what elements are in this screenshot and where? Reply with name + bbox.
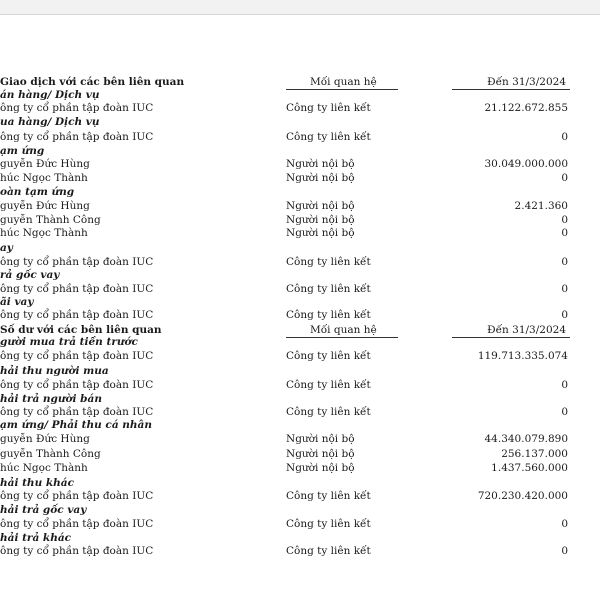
table-row — [0, 226, 600, 240]
party-name: ay — [0, 242, 13, 254]
relation-cell: Công ty liên kết — [286, 545, 371, 557]
party-name: ông ty cổ phần tập đoàn IUC — [0, 518, 154, 530]
category-row — [0, 241, 600, 255]
amount-cell: 0 — [561, 131, 568, 143]
amount-cell: 0 — [561, 283, 568, 295]
table-row — [0, 308, 600, 322]
relation-cell: Người nội bộ — [286, 433, 355, 445]
party-name: guyễn Đức Hùng — [0, 158, 90, 170]
party-name: ông ty cổ phần tập đoàn IUC — [0, 283, 154, 295]
party-name: ông ty cổ phần tập đoàn IUC — [0, 379, 154, 391]
party-name: rả gốc vay — [0, 269, 60, 281]
table-row — [0, 349, 600, 363]
amount-cell: 0 — [561, 406, 568, 418]
category-row — [0, 144, 600, 158]
category-row — [0, 335, 600, 349]
table-row — [0, 432, 600, 446]
amount-cell: 21.122.672.855 — [484, 102, 568, 114]
party-name: oàn tạm ứng — [0, 186, 75, 198]
category-row — [0, 476, 600, 490]
table-row — [0, 130, 600, 144]
relation-cell: Công ty liên kết — [286, 309, 371, 321]
party-name: húc Ngọc Thành — [0, 227, 88, 239]
amount-cell: 0 — [561, 518, 568, 530]
amount-cell: 1.437.560.000 — [491, 462, 568, 474]
category-row — [0, 418, 600, 432]
party-name: guyễn Thành Công — [0, 448, 101, 460]
amount-cell: 2.421.360 — [514, 200, 568, 212]
section1-header — [0, 75, 600, 89]
relation-cell: Công ty liên kết — [286, 102, 371, 114]
section-title: Giao dịch với các bên liên quan — [0, 76, 185, 88]
relation-cell: Công ty liên kết — [286, 283, 371, 295]
relation-cell: Công ty liên kết — [286, 350, 371, 362]
relation-cell: Người nội bộ — [286, 158, 355, 170]
relation-cell: Người nội bộ — [286, 462, 355, 474]
party-name: húc Ngọc Thành — [0, 462, 88, 474]
relation-cell: Công ty liên kết — [286, 131, 371, 143]
party-name: hải trả khác — [0, 532, 72, 544]
amount-cell: 30.049.000.000 — [484, 158, 568, 170]
table-row — [0, 255, 600, 269]
party-name: ông ty cổ phần tập đoàn IUC — [0, 102, 154, 114]
table-row — [0, 157, 600, 171]
relation-column-header: Mối quan hệ — [310, 324, 377, 336]
amount-cell: 0 — [561, 309, 568, 321]
amount-cell: 256.137.000 — [501, 448, 568, 460]
amount-cell: 0 — [561, 256, 568, 268]
table-row — [0, 461, 600, 475]
relation-cell: Người nội bộ — [286, 200, 355, 212]
party-name: hải trả người bán — [0, 393, 102, 405]
table-row — [0, 378, 600, 392]
party-name: guyễn Đức Hùng — [0, 200, 90, 212]
party-name: gười mua trả tiền trước — [0, 336, 138, 348]
category-row — [0, 115, 600, 129]
relation-cell: Công ty liên kết — [286, 406, 371, 418]
party-name: hải thu người mua — [0, 365, 109, 377]
category-row — [0, 392, 600, 406]
relation-cell: Công ty liên kết — [286, 490, 371, 502]
date-column-header: Đến 31/3/2024 — [487, 324, 566, 336]
amount-cell: 0 — [561, 545, 568, 557]
amount-cell: 0 — [561, 379, 568, 391]
relation-cell: Người nội bộ — [286, 227, 355, 239]
category-row — [0, 88, 600, 102]
party-name: guyễn Thành Công — [0, 214, 101, 226]
date-column-header: Đến 31/3/2024 — [487, 76, 566, 88]
party-name: ông ty cổ phần tập đoàn IUC — [0, 256, 154, 268]
relation-cell: Công ty liên kết — [286, 379, 371, 391]
amount-cell: 44.340.079.890 — [484, 433, 568, 445]
amount-cell: 119.713.335.074 — [477, 350, 568, 362]
table-row — [0, 517, 600, 531]
amount-cell: 0 — [561, 172, 568, 184]
relation-cell: Người nội bộ — [286, 448, 355, 460]
category-row — [0, 295, 600, 309]
relation-cell: Người nội bộ — [286, 214, 355, 226]
category-row — [0, 268, 600, 282]
table-row — [0, 171, 600, 185]
party-name: ông ty cổ phần tập đoàn IUC — [0, 406, 154, 418]
party-name: hải thu khác — [0, 477, 74, 489]
category-row — [0, 503, 600, 517]
table-row — [0, 101, 600, 115]
relation-cell: Công ty liên kết — [286, 518, 371, 530]
category-row — [0, 531, 600, 545]
table-row — [0, 405, 600, 419]
amount-cell: 0 — [561, 227, 568, 239]
party-name: ua hàng/ Dịch vụ — [0, 116, 100, 128]
relation-cell: Người nội bộ — [286, 172, 355, 184]
party-name: ạm ứng — [0, 145, 45, 157]
table-row — [0, 213, 600, 227]
party-name: húc Ngọc Thành — [0, 172, 88, 184]
category-row — [0, 364, 600, 378]
amount-cell: 720.230.420.000 — [477, 490, 568, 502]
party-name: ông ty cổ phần tập đoàn IUC — [0, 350, 154, 362]
party-name: hải trả gốc vay — [0, 504, 87, 516]
section-title: Số dư với các bên liên quan — [0, 324, 162, 336]
party-name: án hàng/ Dịch vụ — [0, 89, 100, 101]
page-top-edge — [0, 0, 600, 15]
party-name: ông ty cổ phần tập đoàn IUC — [0, 545, 154, 557]
table-row — [0, 282, 600, 296]
relation-cell: Công ty liên kết — [286, 256, 371, 268]
table-row — [0, 199, 600, 213]
party-name: ãi vay — [0, 296, 34, 308]
amount-cell: 0 — [561, 214, 568, 226]
party-name: ạm ứng/ Phải thu cá nhân — [0, 419, 152, 431]
party-name: ông ty cổ phần tập đoàn IUC — [0, 490, 154, 502]
table-row — [0, 489, 600, 503]
party-name: guyễn Đức Hùng — [0, 433, 90, 445]
party-name: ông ty cổ phần tập đoàn IUC — [0, 309, 154, 321]
table-row — [0, 447, 600, 461]
category-row — [0, 185, 600, 199]
party-name: ông ty cổ phần tập đoàn IUC — [0, 131, 154, 143]
table-row — [0, 544, 600, 558]
relation-column-header: Mối quan hệ — [310, 76, 377, 88]
